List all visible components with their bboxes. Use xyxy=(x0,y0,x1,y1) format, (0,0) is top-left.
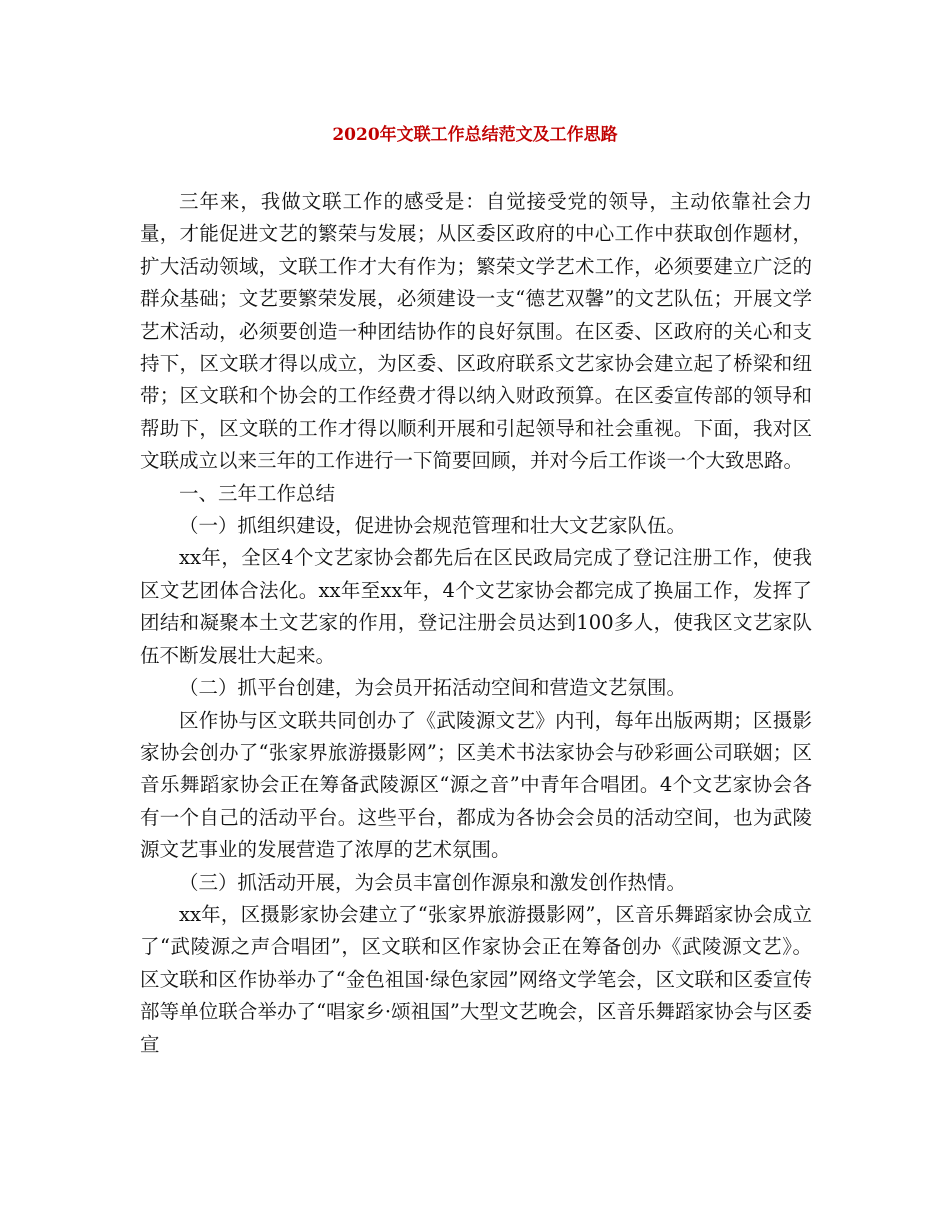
subheading-2: （二）抓平台创建，为会员开拓活动空间和营造文艺氛围。 xyxy=(179,676,687,700)
paragraph-1: xx年，全区4个文艺家协会都先后在区民政局完成了登记注册工作，使我区文艺团体合法化。xx年至xx年，4个文艺家协会都完成了换届工作，发挥了团结和凝聚本土文艺家的作用，登记注册会员达到100多人，使我区文艺家队伍不断发展壮大起来。 xyxy=(140,546,812,667)
document-title: 2020年文联工作总结范文及工作思路 xyxy=(332,125,618,145)
paragraph-3: xx年，区摄影家协会建立了“张家界旅游摄影网”，区音乐舞蹈家协会成立了“武陵源之声合唱团”，区文联和区作家协会正在筹备创办《武陵源文艺》。区文联和区作协举办了“金色祖国·绿色家园”网络文学笔会，区文联和区委宣传部等单位联合举办了“唱家乡·颂祖国”大型文艺晚会，区音乐舞蹈家协会与区委宣 xyxy=(140,902,812,1056)
heading-section-1: 一、三年工作总结 xyxy=(179,481,336,505)
subheading-1: （一）抓组织建设，促进协会规范管理和壮大文艺家队伍。 xyxy=(179,514,687,538)
subheading-3: （三）抓活动开展，为会员丰富创作源泉和激发创作热情。 xyxy=(179,870,687,894)
paragraph-2: 区作协与区文联共同创办了《武陵源文艺》内刊，每年出版两期；区摄影家协会创办了“张家界旅游摄影网”；区美术书法家协会与砂彩画公司联姻；区音乐舞蹈家协会正在筹备武陵源区“源之音”中青年合唱团。4个文艺家协会各有一个自己的活动平台。这些平台，都成为各协会会员的活动空间，也为武陵源文艺事业的发展营造了浓厚的艺术氛围。 xyxy=(140,708,812,862)
paragraph-intro: 三年来，我做文联工作的感受是：自觉接受党的领导，主动依靠社会力量，才能促进文艺的繁荣与发展；从区委区政府的中心工作中获取创作题材，扩大活动领域，文联工作才大有作为；繁荣文学艺术工作，必须要建立广泛的群众基础；文艺要繁荣发展，必须建设一支“德艺双馨”的文艺队伍；开展文学艺术活动，必须要创造一种团结协作的良好氛围。在区委、区政府的关心和支持下，区文联才得以成立，为区委、区政府联系文艺家协会建立起了桥梁和纽带；区文联和个协会的工作经费才得以纳入财政预算。在区委宣传部的领导和帮助下，区文联的工作才得以顺利开展和引起领导和社会重视。下面，我对区文联成立以来三年的工作进行一下简要回顾，并对今后工作谈一个大致思路。 xyxy=(140,190,812,473)
document-body xyxy=(140,186,812,1061)
